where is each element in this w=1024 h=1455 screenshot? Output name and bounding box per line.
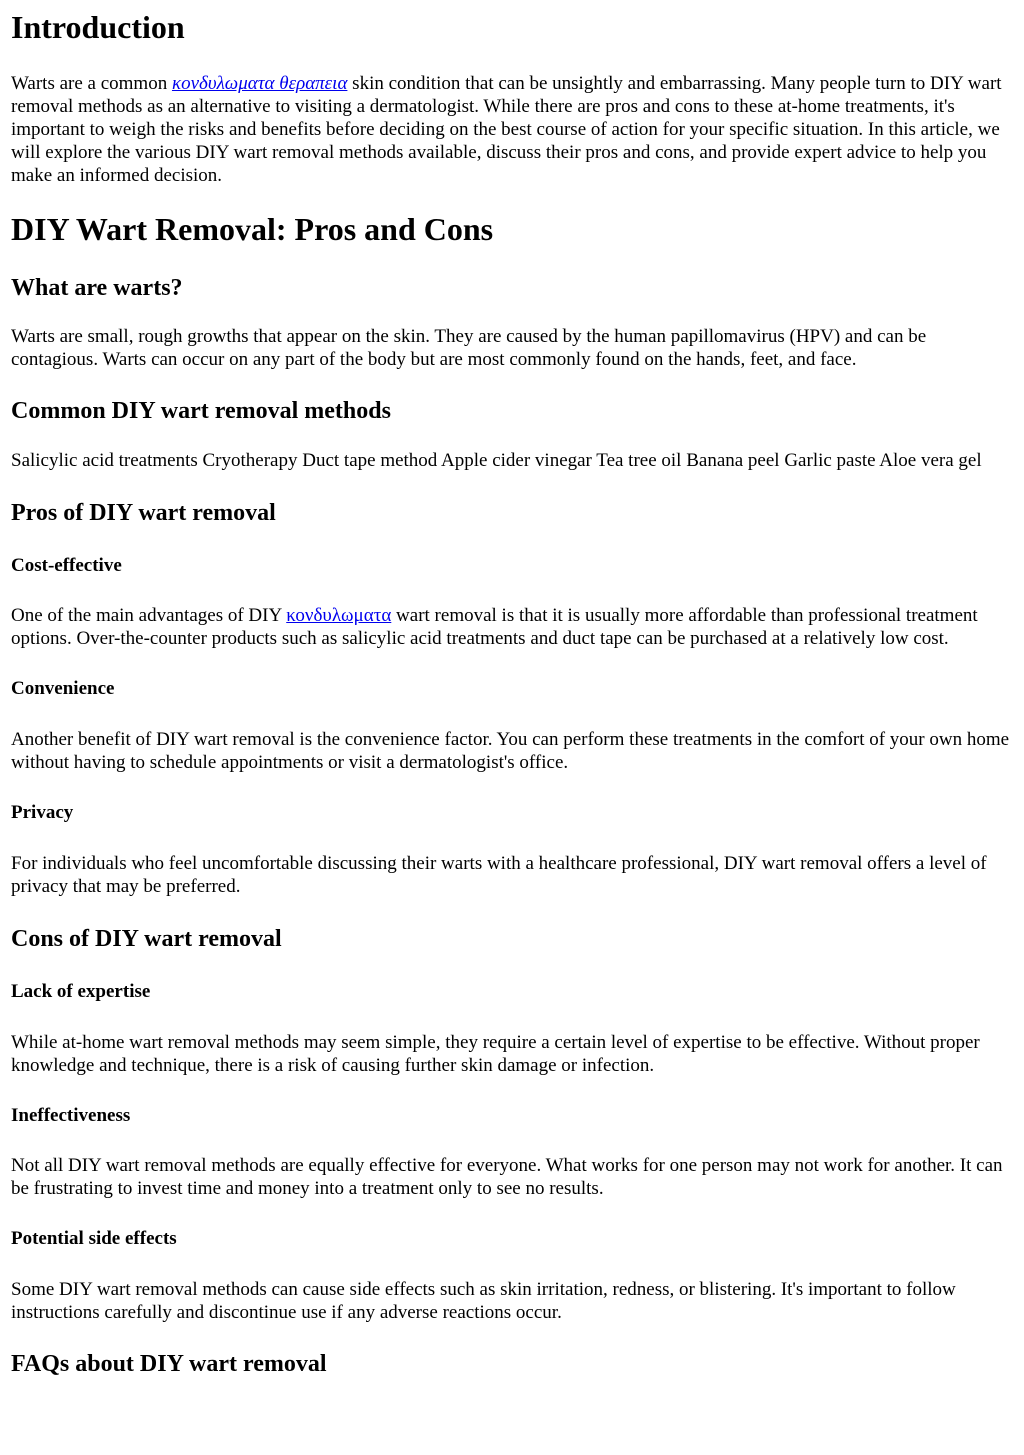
common-methods-heading: Common DIY wart removal methods: [11, 398, 391, 424]
ineffectiveness-paragraph: Not all DIY wart removal methods are equally effective for everyone. What works for one person may not work for another. It can be frustrating to invest time and money into a treatment only to see no results.: [11, 1155, 1003, 1199]
common-methods-paragraph: Salicylic acid treatments Cryotherapy Duct tape method Apple cider vinegar Tea tree oil Banana peel Garlic paste Aloe vera gel: [11, 450, 982, 471]
cons-heading: Cons of DIY wart removal: [11, 926, 282, 952]
cost-effective-paragraph: [11, 604, 1010, 650]
article-body: [0, 9, 1024, 1378]
side-effects-heading: Potential side effects: [11, 1228, 177, 1249]
intro-text-start: Warts are a common: [11, 73, 172, 94]
cost-text-start: One of the main advantages of DIY: [11, 605, 287, 626]
side-effects-paragraph: Some DIY wart removal methods can cause side effects such as skin irritation, redness, or blistering. It's important to follow instructions carefully and discontinue use if any adverse reactions occur.: [11, 1279, 956, 1323]
article-title: DIY Wart Removal: Pros and Cons: [11, 211, 494, 247]
faq-heading: FAQs about DIY wart removal: [11, 1351, 327, 1377]
introduction-paragraph: [11, 72, 1010, 187]
introduction-heading: Introduction: [11, 9, 185, 45]
pros-heading: Pros of DIY wart removal: [11, 500, 276, 526]
lack-of-expertise-heading: Lack of expertise: [11, 981, 151, 1002]
intro-link[interactable]: κονδυλωματα θεραπεια: [171, 73, 348, 94]
what-are-warts-heading: What are warts?: [11, 275, 183, 301]
lack-of-expertise-paragraph: While at-home wart removal methods may seem simple, they require a certain level of expertise to be effective. Without proper knowledge and technique, there is a risk of causing further skin damage or infection.: [11, 1032, 980, 1076]
cost-effective-heading: Cost-effective: [11, 555, 122, 576]
convenience-heading: Convenience: [11, 678, 115, 699]
what-are-warts-paragraph: Warts are small, rough growths that appear on the skin. They are caused by the human papillomavirus (HPV) and can be contagious. Warts can occur on any part of the body but are most commonly found on the hands, feet, and face.: [11, 326, 927, 370]
cost-link[interactable]: κονδυλωματα: [286, 605, 392, 626]
privacy-heading: Privacy: [11, 802, 74, 823]
cost-text-end: wart removal is that it is usually more affordable than professional treatment options. Over-the-counter products such as salicylic acid treatments and duct tape can be purchased at a relatively low cost.: [11, 605, 978, 649]
convenience-paragraph: Another benefit of DIY wart removal is the convenience factor. You can perform these treatments in the comfort of your own home without having to schedule appointments or visit a dermatologist's office.: [11, 729, 1010, 773]
ineffectiveness-heading: Ineffectiveness: [11, 1105, 131, 1126]
intro-text-end: skin condition that can be unsightly and embarrassing. Many people turn to DIY wart removal methods as an alternative to visiting a dermatologist. While there are pros and cons to these at-home treatments, it's important to weigh the risks and benefits before deciding on the best course of action for your specific situation. In this article, we will explore the various DIY wart removal methods available, discuss their pros and cons, and provide expert advice to help you make an informed decision.: [11, 73, 1002, 186]
privacy-paragraph: For individuals who feel uncomfortable discussing their warts with a healthcare professional, DIY wart removal offers a level of privacy that may be preferred.: [11, 853, 987, 897]
